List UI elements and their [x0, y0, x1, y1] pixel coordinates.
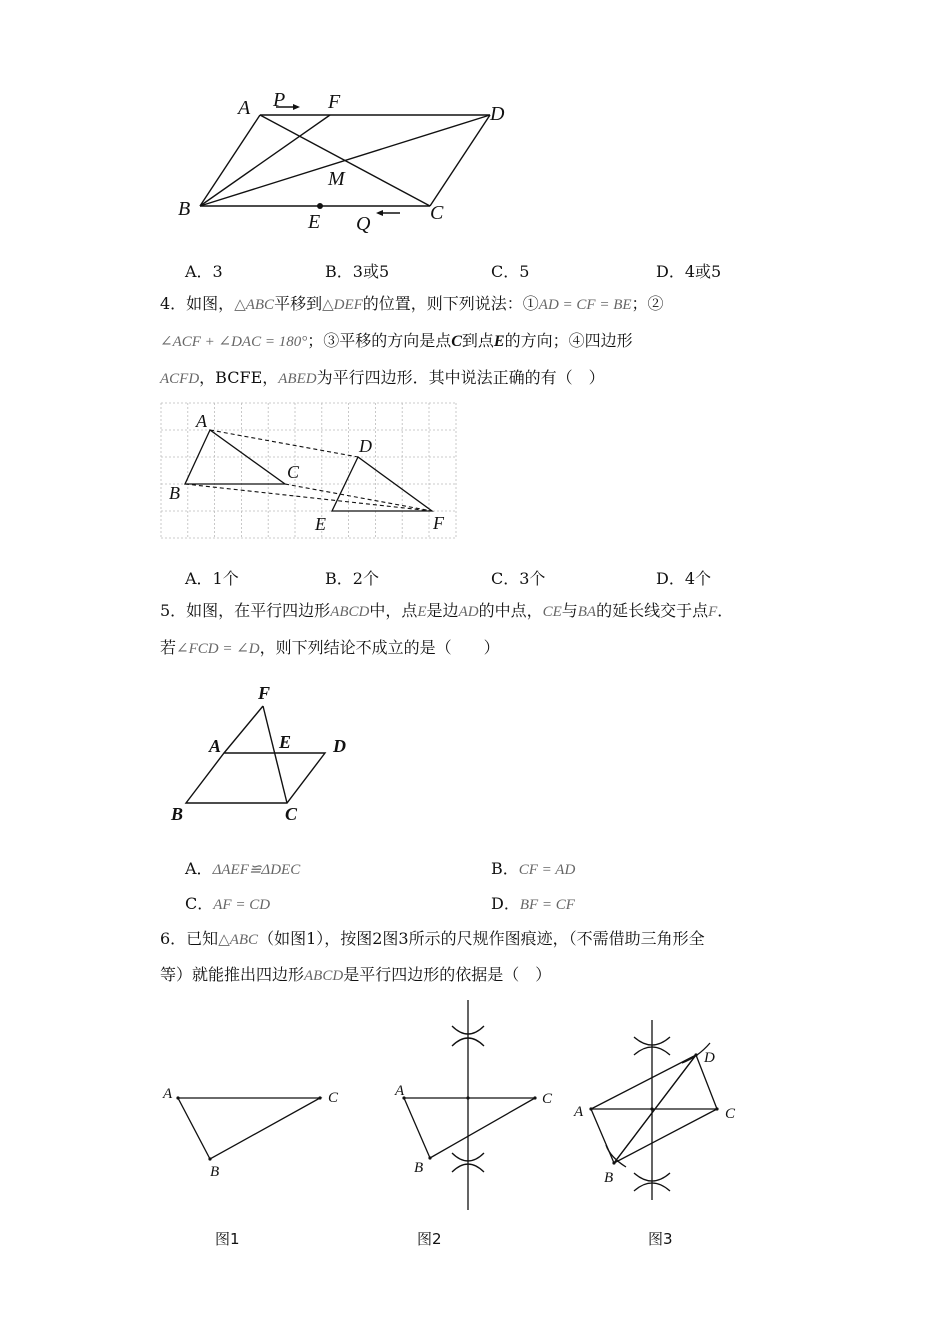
q4-option-b[interactable]: B．2个 — [325, 569, 379, 588]
q6-caption-2: 图2 — [417, 1230, 442, 1248]
q3-option-a[interactable]: A．3 — [185, 262, 223, 281]
q3-option-c[interactable]: C．5 — [491, 262, 530, 281]
q4-stem-line3: ACFD，BCFE，ABED为平行四边形．其中说法正确的有（ ） — [160, 368, 605, 387]
q3-label-C: C — [430, 202, 444, 224]
q5-label-D: D — [333, 736, 346, 756]
q3-label-D: D — [490, 103, 505, 125]
q4-option-d[interactable]: D．4个 — [656, 569, 712, 588]
q6-fig1-label-C: C — [328, 1090, 339, 1106]
q6-figure-3 — [570, 1015, 750, 1215]
q5-option-c[interactable]: C．AF = CD — [185, 894, 271, 913]
q4-label-C: C — [287, 462, 300, 482]
q6-fig2-label-C: C — [542, 1091, 553, 1107]
q5-label-F: F — [258, 683, 271, 703]
q3-label-M: M — [328, 168, 345, 190]
q5-option-a[interactable]: A．ΔAEF≌ΔDEC — [185, 859, 301, 878]
q5-figure — [165, 680, 365, 825]
q3-option-b[interactable]: B．3或5 — [325, 262, 390, 281]
q6-caption-1: 图1 — [215, 1230, 240, 1248]
q3-label-Q: Q — [356, 213, 371, 235]
q5-label-A: A — [209, 736, 222, 756]
q5-stem-line2: 若∠FCD = ∠D，则下列结论不成立的是（ ） — [160, 638, 500, 657]
q4-figure — [160, 402, 460, 542]
q5-label-C: C — [285, 804, 298, 824]
q6-stem-line2: 等）就能推出四边形ABCD是平行四边形的依据是（ ） — [160, 965, 552, 984]
q6-fig1-label-B: B — [210, 1164, 220, 1180]
q5-option-b[interactable]: B．CF = AD — [491, 859, 576, 878]
q3-option-d[interactable]: D．4或5 — [656, 262, 722, 281]
q3-label-P: P — [273, 89, 286, 111]
q4-option-c[interactable]: C．3个 — [491, 569, 546, 588]
q5-stem-line1: 5．如图，在平行四边形ABCD中，点E是边AD的中点，CE与BA的延长线交于点F． — [160, 601, 734, 620]
q6-fig1-label-A: A — [163, 1086, 173, 1102]
q3-label-B: B — [178, 198, 191, 220]
q4-label-F: F — [433, 513, 444, 533]
q3-label-F: F — [328, 91, 341, 113]
q3-label-E: E — [308, 211, 321, 233]
q6-fig2-label-B: B — [414, 1160, 424, 1176]
q4-label-D: D — [359, 436, 372, 456]
q4-option-a[interactable]: A．1个 — [185, 569, 239, 588]
q6-caption-3: 图3 — [648, 1230, 673, 1248]
q6-fig3-label-B: B — [604, 1170, 614, 1186]
q4-label-B: B — [169, 483, 180, 503]
q6-fig3-label-A: A — [574, 1104, 584, 1120]
q3-figure — [170, 85, 520, 235]
q4-stem-line1: 4．如图，△ABC平移到△DEF的位置，则下列说法：①AD = CF = BE；② — [160, 294, 664, 313]
q5-option-d[interactable]: D．BF = CF — [491, 894, 575, 913]
q4-label-E: E — [315, 514, 326, 534]
q6-fig3-label-D: D — [704, 1050, 715, 1066]
q6-figure-2 — [390, 1000, 570, 1215]
q6-fig3-label-C: C — [725, 1106, 736, 1122]
q5-label-E: E — [279, 732, 292, 752]
q3-label-A: A — [238, 97, 251, 119]
q4-stem-line2: ∠ACF + ∠DAC = 180°；③平移的方向是点C到点E的方向；④四边形 — [160, 331, 633, 350]
q6-figure-1 — [160, 1080, 350, 1180]
q5-label-B: B — [171, 804, 184, 824]
q6-fig2-label-A: A — [395, 1083, 405, 1099]
q6-stem-line1: 6．已知△ABC（如图1），按图2图3所示的尺规作图痕迹，（不需借助三角形全 — [160, 929, 705, 948]
q4-label-A: A — [196, 411, 207, 431]
